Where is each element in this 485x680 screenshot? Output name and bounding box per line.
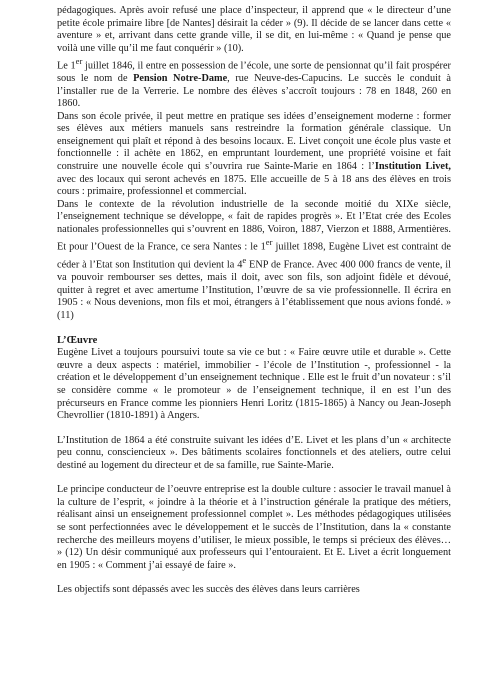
spacer bbox=[57, 322, 451, 334]
spacer bbox=[57, 423, 451, 435]
text-run: Dans son école privée, il peut mettre en pratique ses idées d’enseignement moderne : former ses élèves aux métiers manuels sans restreindre la formation générale classique. Un enseignement qui plaît et répond à des besoins locaux. E. Livet conçoit une école plus vaste et fonctionnelle : il achète en 1862, en empruntant lourdement, une propriété voisine et fait construire une nouvelle école qui s’ouvrira rue Sainte-Marie en 1864 : l’ bbox=[57, 110, 451, 172]
paragraph-intro-continuation: pédagogiques. Après avoir refusé une place d’inspecteur, il apprend que « le directeur d’une petite école primaire libre [de Nantes] désirait la céder » (9). Il décide de se lancer dans cette « aventure » et, arrivant dans cette grande ville, il se dit, en lui-même : « Quand je pense que voilà une ville qu’il me faut conquérir » (10). bbox=[57, 5, 451, 54]
text-run: Dans le contexte de la révolution industrielle de la seconde moitié du XIXe siècle, l’enseignement technique se développe, « fait de rapides progrès ». Et l’Etat crée des Ecoles nationales professionnelles qui s’ouvrent en 1886, Voiron, 1887, Vierzon et 1888, Armentières. Et pour l’Ouest de la France, ce sera Nantes : le 1 bbox=[57, 198, 451, 253]
text-run: juillet 1898, Eugène Livet est contraint de céder à l’Etat son Institution qui devient la 4 bbox=[57, 241, 451, 271]
spacer bbox=[57, 472, 451, 484]
bold-institution-livet: Institution Livet, bbox=[374, 160, 451, 172]
bold-pension-notre-dame: Pension Notre-Dame bbox=[133, 73, 228, 85]
text-run: juillet 1846, il entre en possession de l’école, une sorte de pensionnat qu’il fait prospérer sous le nom de bbox=[57, 60, 451, 85]
paragraph-principe-conducteur: Le principe conducteur de l’oeuvre entreprise est la double culture : associer le travail manuel à la culture de l’esprit, « joindre à la théorie et à l’instruction générale la pratique des métiers, réalisant ainsi un enseignement professionnel complet ». Les méthodes pédagogiques utilisées se sont perfectionnées avec le développement et le succès de l’Institution, dans la « constante recherche des meilleurs moyens d’utiliser, le mieux possible, le temps si précieux des élèves… » (12) Un désir communiqué aux professeurs qui l’entouraient. Et E. Livet a écrit longuement en 1905 : « Comment j’ai essayé de faire ». bbox=[57, 484, 451, 571]
paragraph-institution-livet bbox=[57, 111, 451, 199]
text-run: avec des locaux qui seront achevés en 1875. Elle accueille de 5 à 18 ans des élèves en trois cours : primaire, professionnel et commercial. bbox=[57, 173, 451, 198]
superscript-e: e bbox=[242, 255, 247, 266]
paragraph-but: Eugène Livet a toujours poursuivi toute sa vie ce but : « Faire œuvre utile et durable ». Cette œuvre a deux aspects : matériel, immobilier - l’école de l’Institution -, professionnel - la création et le développement d’un enseignement technique . Elle est le fruit d’un novateur : s’il se considère comme « le promoteur » de l’enseignement technique, il en est l’un des précurseurs en France comme les pionniers Henri Loritz (1815-1865) à Nancy ou Jean-Joseph Chevrollier (1810-1891) à Angers. bbox=[57, 347, 451, 422]
paragraph-revolution-industrielle bbox=[57, 199, 451, 323]
text-run: Le 1 bbox=[57, 60, 76, 72]
paragraph-pension-notre-dame bbox=[57, 55, 451, 111]
superscript-er: er bbox=[265, 237, 273, 248]
spacer bbox=[57, 572, 451, 584]
paragraph-institution-1864: L’Institution de 1864 a été construite suivant les idées d’E. Livet et les plans d’un « architecte peu connu, consciencieux ». Des bâtiments scolaires fonctionnels et des ateliers, outre celui destiné au logement du directeur et de sa famille, rue Sainte-Marie. bbox=[57, 434, 451, 471]
paragraph-objectifs: Les objectifs sont dépassés avec les succès des élèves dans leurs carrières bbox=[57, 584, 360, 596]
text-run: , rue Neuve-des-Capucins. Le succès le conduit à l’installer rue de la Verrerie. Le nombre des élèves s’accroît toujours : 78 en 1848, 260 en 1860. bbox=[57, 73, 451, 110]
text-run: ENP de France. Avec 400 000 francs de vente, il va pouvoir rembourser ses dettes, mais il doit, avec son fils, son adjoint fidèle et dévoué, quitter à regret et avec amertume l’Institution, l’œuvre de sa vie professionnelle. Il écrira en 1905 : « Nous devenions, mon fils et moi, étrangers à l’établissement que nous avions fondé. » (11) bbox=[57, 259, 451, 321]
section-heading-oeuvre: L’Œuvre bbox=[57, 335, 98, 347]
superscript-er: er bbox=[75, 56, 83, 67]
